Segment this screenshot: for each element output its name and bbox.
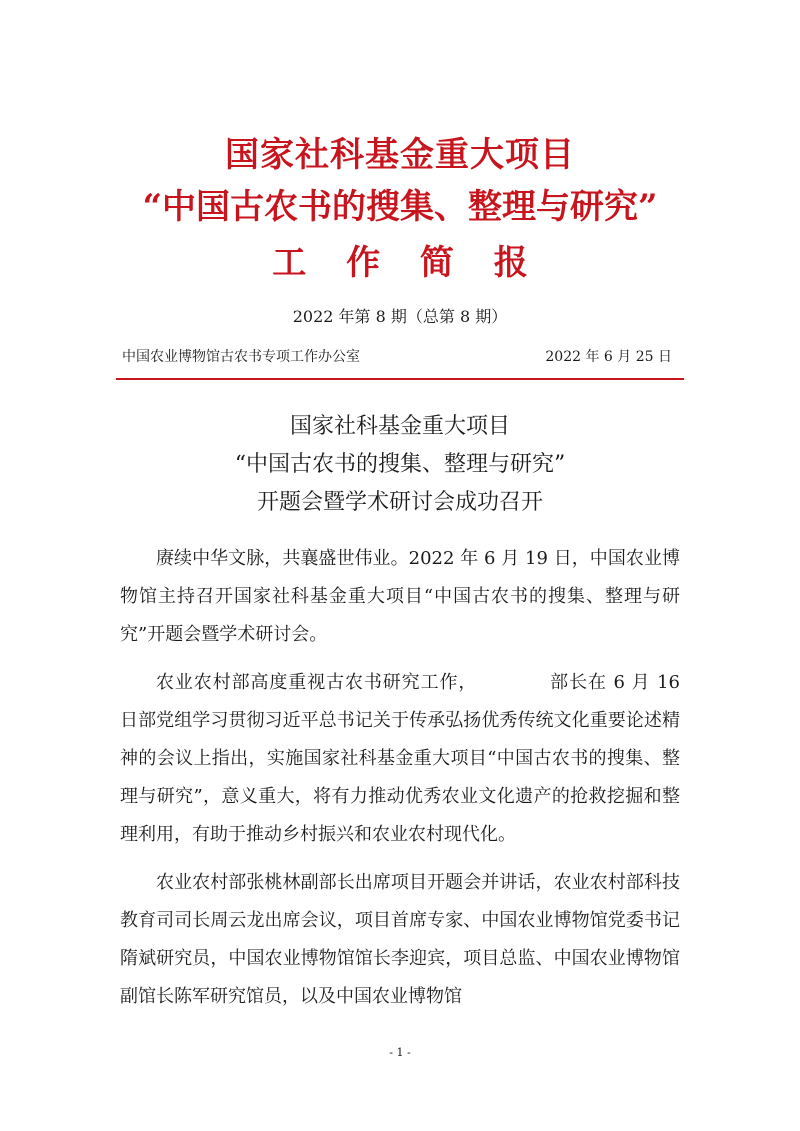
article-title-line-3: 开题会暨学术研讨会成功召开 [256,490,543,515]
article-title-line-1: 国家社科基金重大项目 [289,414,510,439]
article-title [0,408,800,522]
issuing-office: 中国农业博物馆古农书专项工作办公室 [122,349,360,365]
article-title-line-2: “中国古农书的搜集、整理与研究” [234,452,566,477]
issue-date: 2022 年 6 月 25 日 [545,349,672,365]
paragraph-2-rest: 部长在 6 月 16 日部党组学习贯彻习近平总书记关于传承弘扬优秀传统文化重要论述精神的会议上指出，实施国家社科基金重大项目“中国古农书的搜集、整理与研究”，意义重大，将有力推动优秀农业文化遗产的抢救挖掘和整理利用，有助于推动乡村振兴和农业农村现代化。 [120,672,680,845]
red-divider [116,378,684,380]
office-date-row [116,346,684,368]
masthead-line-1: 国家社科基金重大项目 [225,135,575,175]
paragraph-3: 农业农村部张桃林副部长出席项目开题会并讲话，农业农村部科技教育司司长周云龙出席会议，项目首席专家、中国农业博物馆党委书记隋斌研究员，中国农业博物馆馆长李迎宾，项目总监、中国农业博物馆副馆长陈军研究馆员，以及中国农业博物馆 [120,872,680,1007]
page-number: - 1 - [389,1046,411,1059]
masthead [0,135,800,285]
paragraph-2 [120,664,680,854]
issue-number: 2022 年第 8 期（总第 8 期） [292,307,508,326]
masthead-line-3: 工 作 简 报 [272,243,542,283]
paragraph-1: 赓续中华文脉，共襄盛世伟业。2022 年 6 月 19 日，中国农业博物馆主持召开国家社科基金重大项目“中国古农书的搜集、整理与研究”开题会暨学术研讨会。 [120,548,680,645]
paragraph-2-lead: 农业农村部高度重视古农书研究工作， [156,672,478,693]
article-body [120,540,680,1026]
masthead-line-2: “中国古农书的搜集、整理与研究” [142,187,658,227]
